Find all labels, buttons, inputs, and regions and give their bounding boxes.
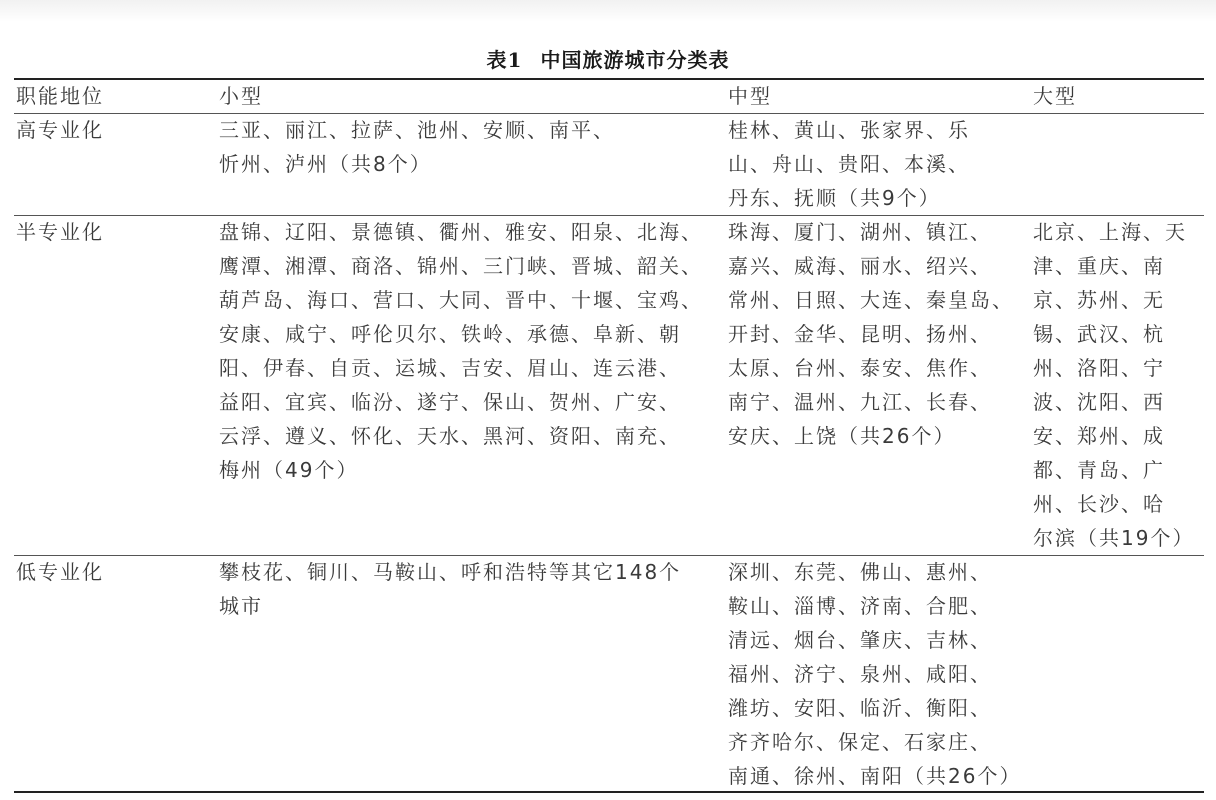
- row-semi-large: 北京、上海、天 津、重庆、南 京、苏州、无 锡、武汉、杭 州、洛阳、宁 波、沈阳、西 安、郑州、成 都、青岛、广 州、长沙、哈 尔滨（共19个）: [1033, 220, 1195, 550]
- row-high-small: 三亚、丽江、拉萨、池州、安顺、南平、 忻州、泸州（共8个）: [219, 118, 615, 176]
- table-caption: [0, 44, 1216, 73]
- row-high-role: 高专业化: [16, 118, 104, 142]
- row-high-medium: 桂林、黄山、张家界、乐 山、舟山、贵阳、本溪、 丹东、抚顺（共9个）: [728, 118, 970, 210]
- row-semi-small: 盘锦、辽阳、景德镇、衢州、雅安、阳泉、北海、 鹰潭、湘潭、商洛、锦州、三门峡、晋城、韶关、 葫芦岛、海口、营口、大同、晋中、十堰、宝鸡、 安康、咸宁、呼伦贝尔、铁岭、承德、阜新、朝 阳、伊春、自贡、运城、吉安、眉山、连云港、 益阳、宜宾、临汾、遂宁、保山、贺州、广安、 云浮、遵义、怀化、天水、黑河、资阳、南充、 梅州（49个）: [219, 220, 703, 482]
- header-large: 大型: [1033, 84, 1077, 108]
- row-low-medium: 深圳、东莞、佛山、惠州、 鞍山、淄博、济南、合肥、 清远、烟台、肇庆、吉林、 福州、济宁、泉州、咸阳、 潍坊、安阳、临沂、衡阳、 齐齐哈尔、保定、石家庄、 南通、徐州、南阳（共26个）: [728, 560, 1022, 788]
- header-medium: 中型: [728, 84, 772, 108]
- top-shade: [0, 0, 1216, 22]
- row-semi-medium: 珠海、厦门、湖州、镇江、 嘉兴、威海、丽水、绍兴、 常州、日照、大连、秦皇岛、 开封、金华、昆明、扬州、 太原、台州、泰安、焦作、 南宁、温州、九江、长春、 安庆、上饶（共26个）: [728, 220, 1014, 448]
- row-low-role: 低专业化: [16, 560, 104, 584]
- row-low-small: 攀枝花、铜川、马鞍山、呼和浩特等其它148个 城市: [219, 560, 682, 618]
- header-role: 职能地位: [16, 84, 104, 108]
- row-semi-role: 半专业化: [16, 220, 104, 244]
- bottom-rule: [14, 791, 1204, 793]
- header-small: 小型: [219, 84, 263, 108]
- caption-number: 表1: [486, 48, 523, 72]
- caption-text: 中国旅游城市分类表: [540, 48, 730, 72]
